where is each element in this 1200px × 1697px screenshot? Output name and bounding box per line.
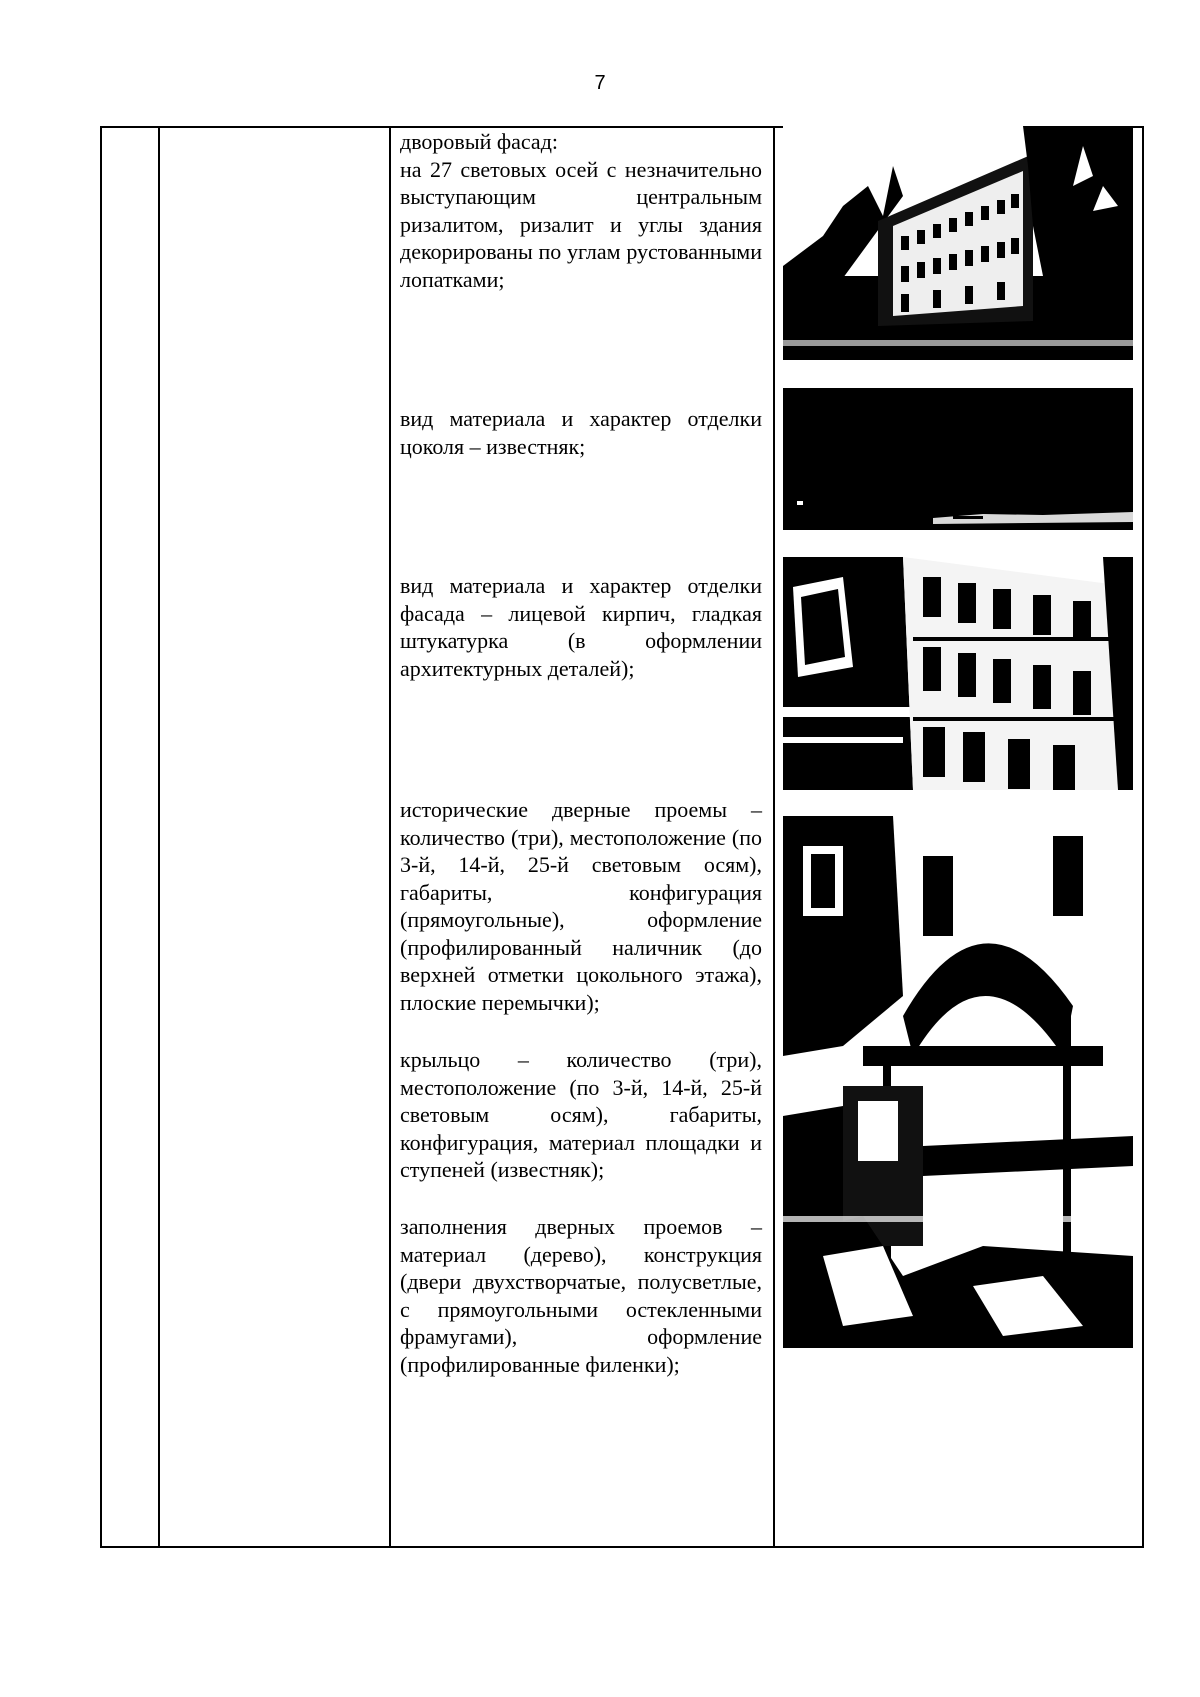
- entrance-porch-photo: [783, 816, 1133, 1348]
- column-divider: [389, 128, 391, 1546]
- plinth-material-text: вид материала и характер отделки цоколя – известняк;: [400, 406, 762, 459]
- plinth-photo: [783, 388, 1133, 530]
- courtyard-facade-heading-text: [400, 128, 762, 293]
- facade-material-text: вид материала и характер отделки фасада – лицевой кирпич, гладкая штукатурка (в оформлении архитектурных деталей);: [400, 573, 762, 681]
- page-number: 7: [594, 72, 606, 94]
- courtyard-facade-text: на 27 световых осей с незначительно выступающим центральным ризалитом, ризалит и углы здания декорированы по углам рустованными лопатками;: [400, 156, 762, 292]
- column-divider: [773, 128, 775, 1546]
- courtyard-facade-title: дворовый фасад:: [400, 129, 558, 154]
- column-divider: [158, 128, 160, 1546]
- brick-facade-photo: [783, 557, 1133, 790]
- door-fillings-text: заполнения дверных проемов – материал (дерево), конструкция (двери двухстворчатые, полусветлые, с прямоугольными остекленными фрамугами), оформление (профилированные филенки);: [400, 1214, 762, 1377]
- porch-text: крыльцо – количество (три), местоположение (по 3-й, 14-й, 25-й световым осям), габариты, конфигурация, материал площадки и ступеней (известняк);: [400, 1047, 762, 1182]
- courtyard-facade-photo: [783, 126, 1133, 360]
- historic-door-openings-text: исторические дверные проемы – количество (три), местоположение (по 3-й, 14-й, 25-й световым осям), габариты, конфигурация (прямоугольные), оформление (профилированный наличник (до верхней отметки цокольного этажа), плоские перемычки);: [400, 797, 762, 1015]
